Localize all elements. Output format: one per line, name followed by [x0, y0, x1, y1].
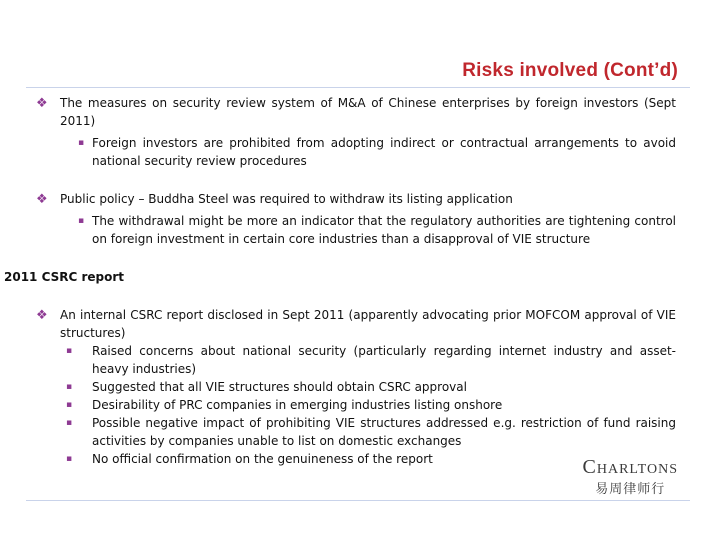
diamond-bullet-icon: ❖: [36, 96, 48, 111]
sub-bullet-text: Raised concerns about national security (particularly regarding internet industry and asset-heavy industries): [92, 344, 676, 376]
sub-bullet-text: Suggested that all VIE structures should obtain CSRC approval: [92, 380, 467, 394]
charltons-logo: [583, 456, 678, 497]
sub-bullet-text: Foreign investors are prohibited from adopting indirect or contractual arrangements to avoid national security review procedures: [92, 136, 676, 168]
logo-name: Charltons: [582, 456, 678, 478]
section-heading: 2011 CSRC report: [4, 270, 125, 284]
bullet-item: [36, 190, 676, 208]
sub-bullet-text: No official confirmation on the genuineness of the report: [92, 452, 433, 466]
top-divider: [26, 87, 690, 88]
bullet-text: The measures on security review system of M&A of Chinese enterprises by foreign investors (Sept 2011): [60, 96, 676, 128]
sub-bullet-text: Possible negative impact of prohibiting VIE structures addressed e.g. restriction of fund raising activities by companies unable to list on domestic exchanges: [92, 416, 676, 448]
square-bullet-icon: ▪: [66, 418, 73, 428]
diamond-bullet-icon: ❖: [36, 308, 48, 323]
square-bullet-icon: ▪: [66, 346, 73, 356]
slide-content: [4, 94, 676, 468]
square-bullet-icon: ▪: [66, 382, 73, 392]
bottom-divider: [26, 500, 690, 501]
logo-chinese-name: 易周律师行: [595, 482, 666, 497]
sub-bullet-item: [36, 378, 676, 396]
sub-bullet-item: [36, 212, 676, 248]
sub-bullet-item: [36, 396, 676, 414]
bullet-text: Public policy – Buddha Steel was required to withdraw its listing application: [60, 192, 513, 206]
sub-bullet-text: The withdrawal might be more an indicator that the regulatory authorities are tightening control on foreign investment in certain core industries than a disapproval of VIE structure: [92, 214, 676, 246]
sub-bullet-item: [36, 414, 676, 450]
bullet-text: An internal CSRC report disclosed in Sept 2011 (apparently advocating prior MOFCOM approval of VIE structures): [60, 308, 676, 340]
diamond-bullet-icon: ❖: [36, 192, 48, 207]
slide-title: Risks involved (Cont’d): [462, 60, 678, 81]
square-bullet-icon: ▪: [78, 138, 85, 148]
square-bullet-icon: ▪: [66, 454, 73, 464]
bullet-item: [36, 306, 676, 342]
sub-bullet-text: Desirability of PRC companies in emerging industries listing onshore: [92, 398, 503, 412]
bullet-item: [36, 94, 676, 130]
square-bullet-icon: ▪: [66, 400, 73, 410]
sub-bullet-item: [36, 134, 676, 170]
square-bullet-icon: ▪: [78, 216, 85, 226]
sub-bullet-item: [36, 342, 676, 378]
sub-bullet-item: [36, 450, 532, 468]
